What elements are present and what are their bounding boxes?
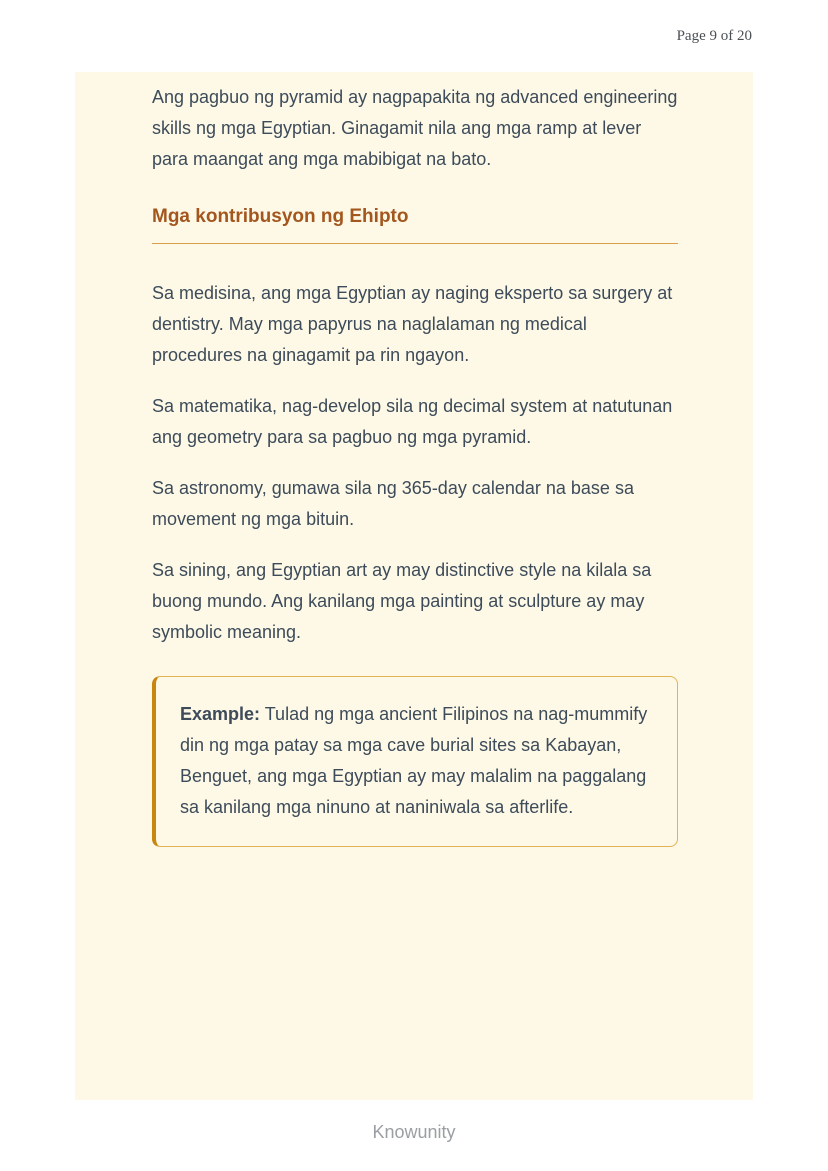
example-text: Tulad ng mga ancient Filipinos na nag-mummify din ng mga patay sa mga cave burial sites sa Kabayan, Benguet, ang mga Egyptian ay may malalim na paggalang sa kanilang mga ninuno at naniniwala sa afterlife.	[180, 704, 648, 817]
heading-divider	[152, 243, 678, 244]
document-content	[75, 72, 753, 847]
example-paragraph	[180, 699, 651, 823]
document-page	[75, 72, 753, 1100]
example-label: Example:	[180, 704, 261, 724]
footer-brand: Knowunity	[372, 1122, 456, 1142]
paragraph-art: Sa sining, ang Egyptian art ay may distinctive style na kilala sa buong mundo. Ang kanilang mga painting at sculpture ay may symbolic meaning.	[152, 560, 652, 642]
paragraph-mathematics: Sa matematika, nag-develop sila ng decimal system at natutunan ang geometry para sa pagbuo ng mga pyramid.	[152, 396, 673, 447]
example-box	[152, 676, 678, 847]
page-indicator: Page 9 of 20	[676, 28, 752, 44]
paragraph-medicine: Sa medisina, ang mga Egyptian ay naging eksperto sa surgery at dentistry. May mga papyrus na naglalaman ng medical procedures na ginagamit pa rin ngayon.	[152, 283, 673, 365]
intro-paragraph: Ang pagbuo ng pyramid ay nagpapakita ng advanced engineering skills ng mga Egyptian. Ginagamit nila ang mga ramp at lever para maangat ang mga mabibigat na bato.	[152, 87, 678, 169]
paragraph-astronomy: Sa astronomy, gumawa sila ng 365-day calendar na base sa movement ng mga bituin.	[152, 478, 634, 529]
section-heading: Mga kontribusyon ng Ehipto	[152, 206, 409, 227]
